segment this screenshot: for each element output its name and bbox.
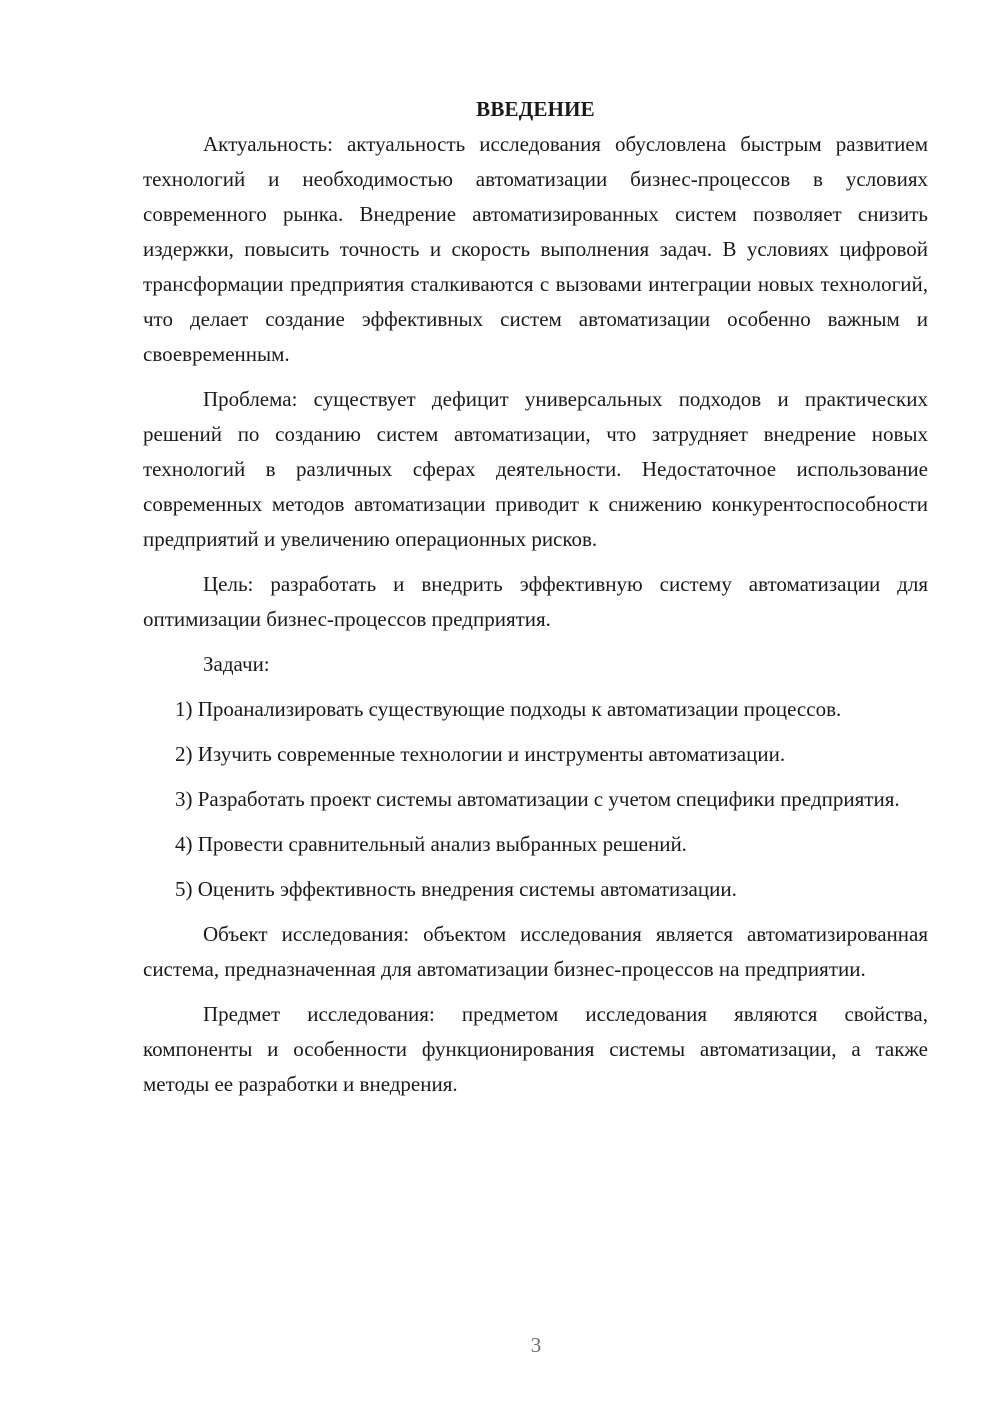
paragraph-object: Объект исследования: объектом исследования является автоматизированная система, предназначенная для автоматизации бизнес-процессов на предприятии. — [143, 922, 928, 981]
paragraph-problem: Проблема: существует дефицит универсальных подходов и практических решений по созданию систем автоматизации, что затрудняет внедрение новых технологий в различных сферах деятельности. Недостаточное использование современных методов автоматизации приводит к снижению конкурентоспособности предприятий и увеличению операционных рисков. — [143, 387, 928, 551]
task-item-3: 3) Разработать проект системы автоматизации с учетом специфики предприятия. — [175, 787, 900, 811]
paragraph-subject: Предмет исследования: предметом исследования являются свойства, компоненты и особенности функционирования системы автоматизации, а также методы ее разработки и внедрения. — [143, 1002, 928, 1096]
task-item-4: 4) Провести сравнительный анализ выбранных решений. — [175, 832, 687, 856]
paragraph-goal: Цель: разработать и внедрить эффективную систему автоматизации для оптимизации бизнес-процессов предприятия. — [143, 572, 928, 631]
task-item-5: 5) Оценить эффективность внедрения системы автоматизации. — [175, 877, 737, 901]
page-number: 3 — [530, 1333, 542, 1357]
tasks-label: Задачи: — [203, 652, 270, 676]
document-page — [143, 92, 928, 1112]
task-item-1: 1) Проанализировать существующие подходы к автоматизации процессов. — [175, 697, 842, 721]
page-title: ВВЕДЕНИЕ — [476, 97, 595, 121]
task-item-2: 2) Изучить современные технологии и инструменты автоматизации. — [175, 742, 786, 766]
paragraph-relevance: Актуальность: актуальность исследования обусловлена быстрым развитием технологий и необходимостью автоматизации бизнес-процессов в условиях современного рынка. Внедрение автоматизированных систем позволяет снизить издержки, повысить точность и скорость выполнения задач. В условиях цифровой трансформации предприятия сталкиваются с вызовами интеграции новых технологий, что делает создание эффективных систем автоматизации особенно важным и своевременным. — [143, 132, 928, 366]
